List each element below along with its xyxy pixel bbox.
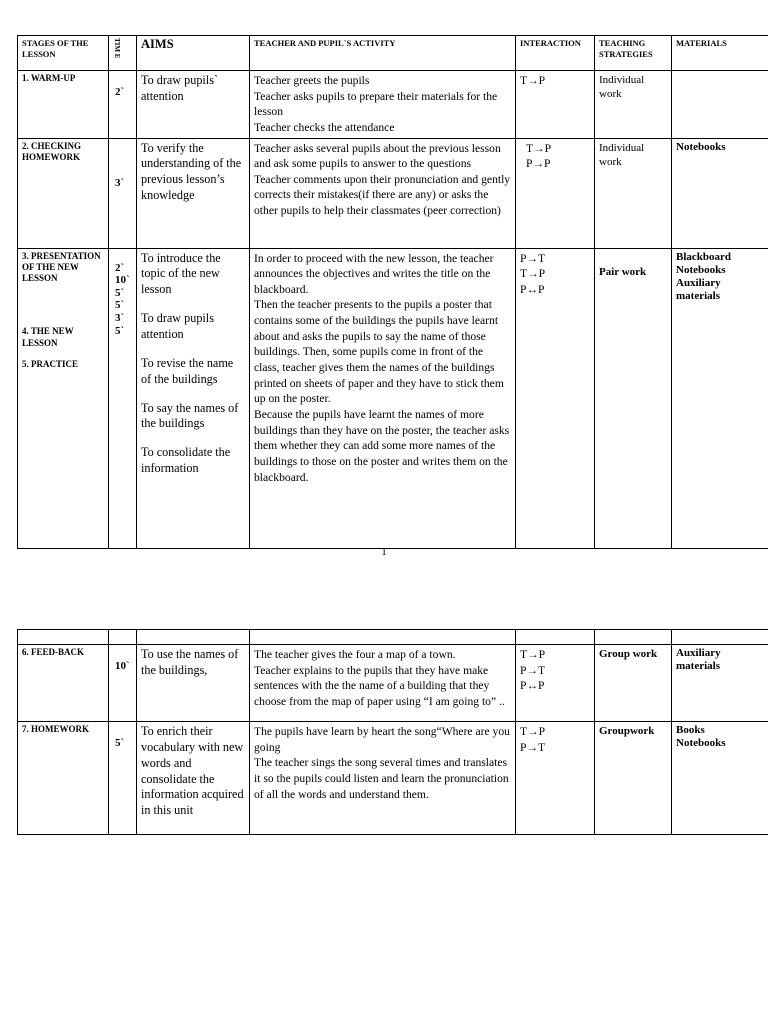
aims-presentation bbox=[137, 248, 250, 548]
lesson-plan-table-page-2 bbox=[17, 629, 768, 835]
table-row-warm-up bbox=[18, 71, 768, 139]
time-value: 5` bbox=[115, 324, 125, 337]
activity-line: Teacher explains to the pupils that they have make sentences with the the name of a building that they choose from the map of paper using “I am going to” .. bbox=[254, 663, 505, 708]
aim-homework: To enrich their vocabulary with new words and consolidate the information acquired in this unit bbox=[137, 722, 250, 835]
strategy-checking-homework: Individual work bbox=[595, 138, 672, 248]
materials-feed-back bbox=[672, 645, 768, 722]
activity-line: The pupils have learn by heart the song“Where are you going bbox=[254, 725, 510, 754]
strategy-homework: Groupwork bbox=[595, 722, 672, 835]
empty-cell bbox=[516, 630, 595, 645]
header-aims: AIMS bbox=[137, 36, 250, 71]
materials-checking-homework bbox=[672, 138, 768, 248]
table-row-homework bbox=[18, 722, 768, 835]
interaction-line: T→P bbox=[520, 267, 546, 281]
table-row-presentation bbox=[18, 248, 768, 548]
interaction-line: T→P bbox=[520, 725, 546, 738]
aim-item: To consolidate the information bbox=[141, 445, 231, 476]
header-materials: MATERIALS bbox=[672, 36, 768, 71]
aim-warm-up: To draw pupils` attention bbox=[137, 71, 250, 139]
activity-checking-homework bbox=[250, 138, 516, 248]
materials-presentation bbox=[672, 248, 768, 548]
time-value: 10` bbox=[115, 274, 130, 287]
aim-item: To revise the name of the buildings bbox=[141, 355, 234, 386]
header-stages: STAGES OF THE LESSON bbox=[18, 36, 109, 71]
time-warm-up: 2` bbox=[109, 71, 137, 139]
materials-warm-up bbox=[672, 71, 768, 139]
empty-cell bbox=[672, 630, 768, 645]
empty-cell bbox=[18, 630, 109, 645]
header-activity: TEACHER AND PUPIL`S ACTIVITY bbox=[250, 36, 516, 71]
activity-line: Teacher comments upon their pronunciation and gently corrects their mistakes(if there are any) or asks the other pupils to help their classmates (peer correction) bbox=[254, 172, 511, 218]
header-row bbox=[18, 36, 768, 71]
material-item: Notebooks bbox=[676, 737, 726, 750]
stage-presentation bbox=[18, 248, 109, 548]
activity-feed-back bbox=[250, 645, 516, 722]
activity-warm-up bbox=[250, 71, 516, 139]
aim-checking-homework: To verify the understanding of the previous lesson’s knowledge bbox=[137, 138, 250, 248]
material-item: Notebooks bbox=[676, 263, 726, 276]
empty-header-row bbox=[18, 630, 768, 645]
empty-cell bbox=[595, 630, 672, 645]
materials-homework bbox=[672, 722, 768, 835]
activity-line: The teacher sings the song several times and translates it so the pupils could listen and learn the pronunciation of all the words and understand them. bbox=[254, 756, 509, 801]
header-interaction: INTERACTION bbox=[516, 36, 595, 71]
empty-cell bbox=[109, 630, 137, 645]
time-homework: 5` bbox=[109, 722, 137, 835]
interaction-checking-homework bbox=[516, 138, 595, 248]
stage-homework: 7. HOMEWORK bbox=[18, 722, 109, 835]
lesson-plan-table-page-1 bbox=[17, 35, 768, 549]
interaction-line: T→P bbox=[520, 74, 546, 87]
aim-item: To introduce the topic of the new lesson bbox=[141, 250, 221, 297]
stage-new-lesson-label: 4. THE NEW LESSON bbox=[22, 326, 74, 348]
stage-practice-label: 5. PRACTICE bbox=[22, 358, 79, 369]
header-strategies: TEACHING STRATEGIES bbox=[595, 36, 672, 71]
page-number: 1 bbox=[381, 546, 387, 558]
activity-line: Teacher greets the pupils bbox=[254, 74, 370, 87]
aim-item: To say the names of the buildings bbox=[141, 400, 239, 431]
activity-line: Because the pupils have learnt the names of more buildings than they have on the poster, the teacher asks them whether they can add some more names of the buildings to those on the poster and writes them on the blackboard. bbox=[254, 407, 510, 484]
activity-line: Teacher checks the attendance bbox=[254, 120, 395, 134]
time-feed-back: 10` bbox=[109, 645, 137, 722]
empty-cell bbox=[137, 630, 250, 645]
interaction-line: P→T bbox=[520, 663, 546, 677]
activity-line: Then the teacher presents to the pupils a poster that contains some of the buildings the pupils have learnt about and asks the pupils to say the name of those buildings. Then, some pupils come in front of the class, teacher gives them the names of the buildings printed on sheets of paper and they have to stick them up on the poster. bbox=[254, 298, 504, 406]
interaction-homework bbox=[516, 722, 595, 835]
time-value: 5` bbox=[115, 299, 125, 312]
header-time-cell bbox=[109, 36, 137, 71]
table-row-checking-homework bbox=[18, 138, 768, 248]
aim-item: To draw pupils attention bbox=[141, 311, 214, 341]
stage-warm-up: 1. WARM-UP bbox=[18, 71, 109, 139]
strategy-feed-back: Group work bbox=[595, 645, 672, 722]
header-time: TIM E bbox=[113, 38, 121, 59]
interaction-line: P→P bbox=[526, 157, 551, 171]
stage-checking-homework: 2. CHECKING HOMEWORK bbox=[18, 138, 109, 248]
table-row-feed-back bbox=[18, 645, 768, 722]
time-value: 2` bbox=[115, 261, 125, 274]
interaction-warm-up bbox=[516, 71, 595, 139]
time-checking-homework: 3` bbox=[109, 138, 137, 248]
material-item: Notebooks bbox=[676, 140, 726, 153]
activity-line: Teacher asks pupils to prepare their materials for the lesson bbox=[254, 89, 498, 119]
material-item: Blackboard bbox=[676, 250, 732, 263]
time-presentation bbox=[109, 248, 137, 548]
interaction-line: P→T bbox=[520, 251, 546, 265]
interaction-presentation bbox=[516, 248, 595, 548]
strategy-warm-up: Individual work bbox=[595, 71, 672, 139]
activity-homework bbox=[250, 722, 516, 835]
stage-feed-back: 6. FEED-BACK bbox=[18, 645, 109, 722]
material-item: Books bbox=[676, 724, 705, 736]
activity-line: Teacher asks several pupils about the previous lesson and ask some pupils to answer to the questions bbox=[254, 141, 501, 171]
interaction-line: T→P bbox=[520, 648, 546, 661]
activity-line: In order to proceed with the new lesson, the teacher announces the objectives and writes the title on the blackboard. bbox=[254, 251, 494, 296]
material-item: Auxiliary materials bbox=[676, 647, 721, 673]
interaction-line: P→T bbox=[520, 740, 546, 754]
material-item: Auxiliary materials bbox=[676, 276, 721, 303]
interaction-feed-back bbox=[516, 645, 595, 722]
interaction-line: P↔P bbox=[520, 282, 545, 296]
empty-cell bbox=[250, 630, 516, 645]
stage-presentation-label: 3. PRESENTATION OF THE NEW LESSON bbox=[22, 250, 101, 284]
interaction-line: P↔P bbox=[520, 679, 545, 693]
strategy-presentation: Pair work bbox=[595, 248, 672, 548]
time-value: 3` bbox=[115, 312, 125, 325]
time-value: 5` bbox=[115, 286, 125, 299]
interaction-line: T→P bbox=[526, 141, 552, 155]
aim-feed-back: To use the names of the buildings, bbox=[137, 645, 250, 722]
activity-presentation bbox=[250, 248, 516, 548]
activity-line: The teacher gives the four a map of a town. bbox=[254, 648, 456, 661]
